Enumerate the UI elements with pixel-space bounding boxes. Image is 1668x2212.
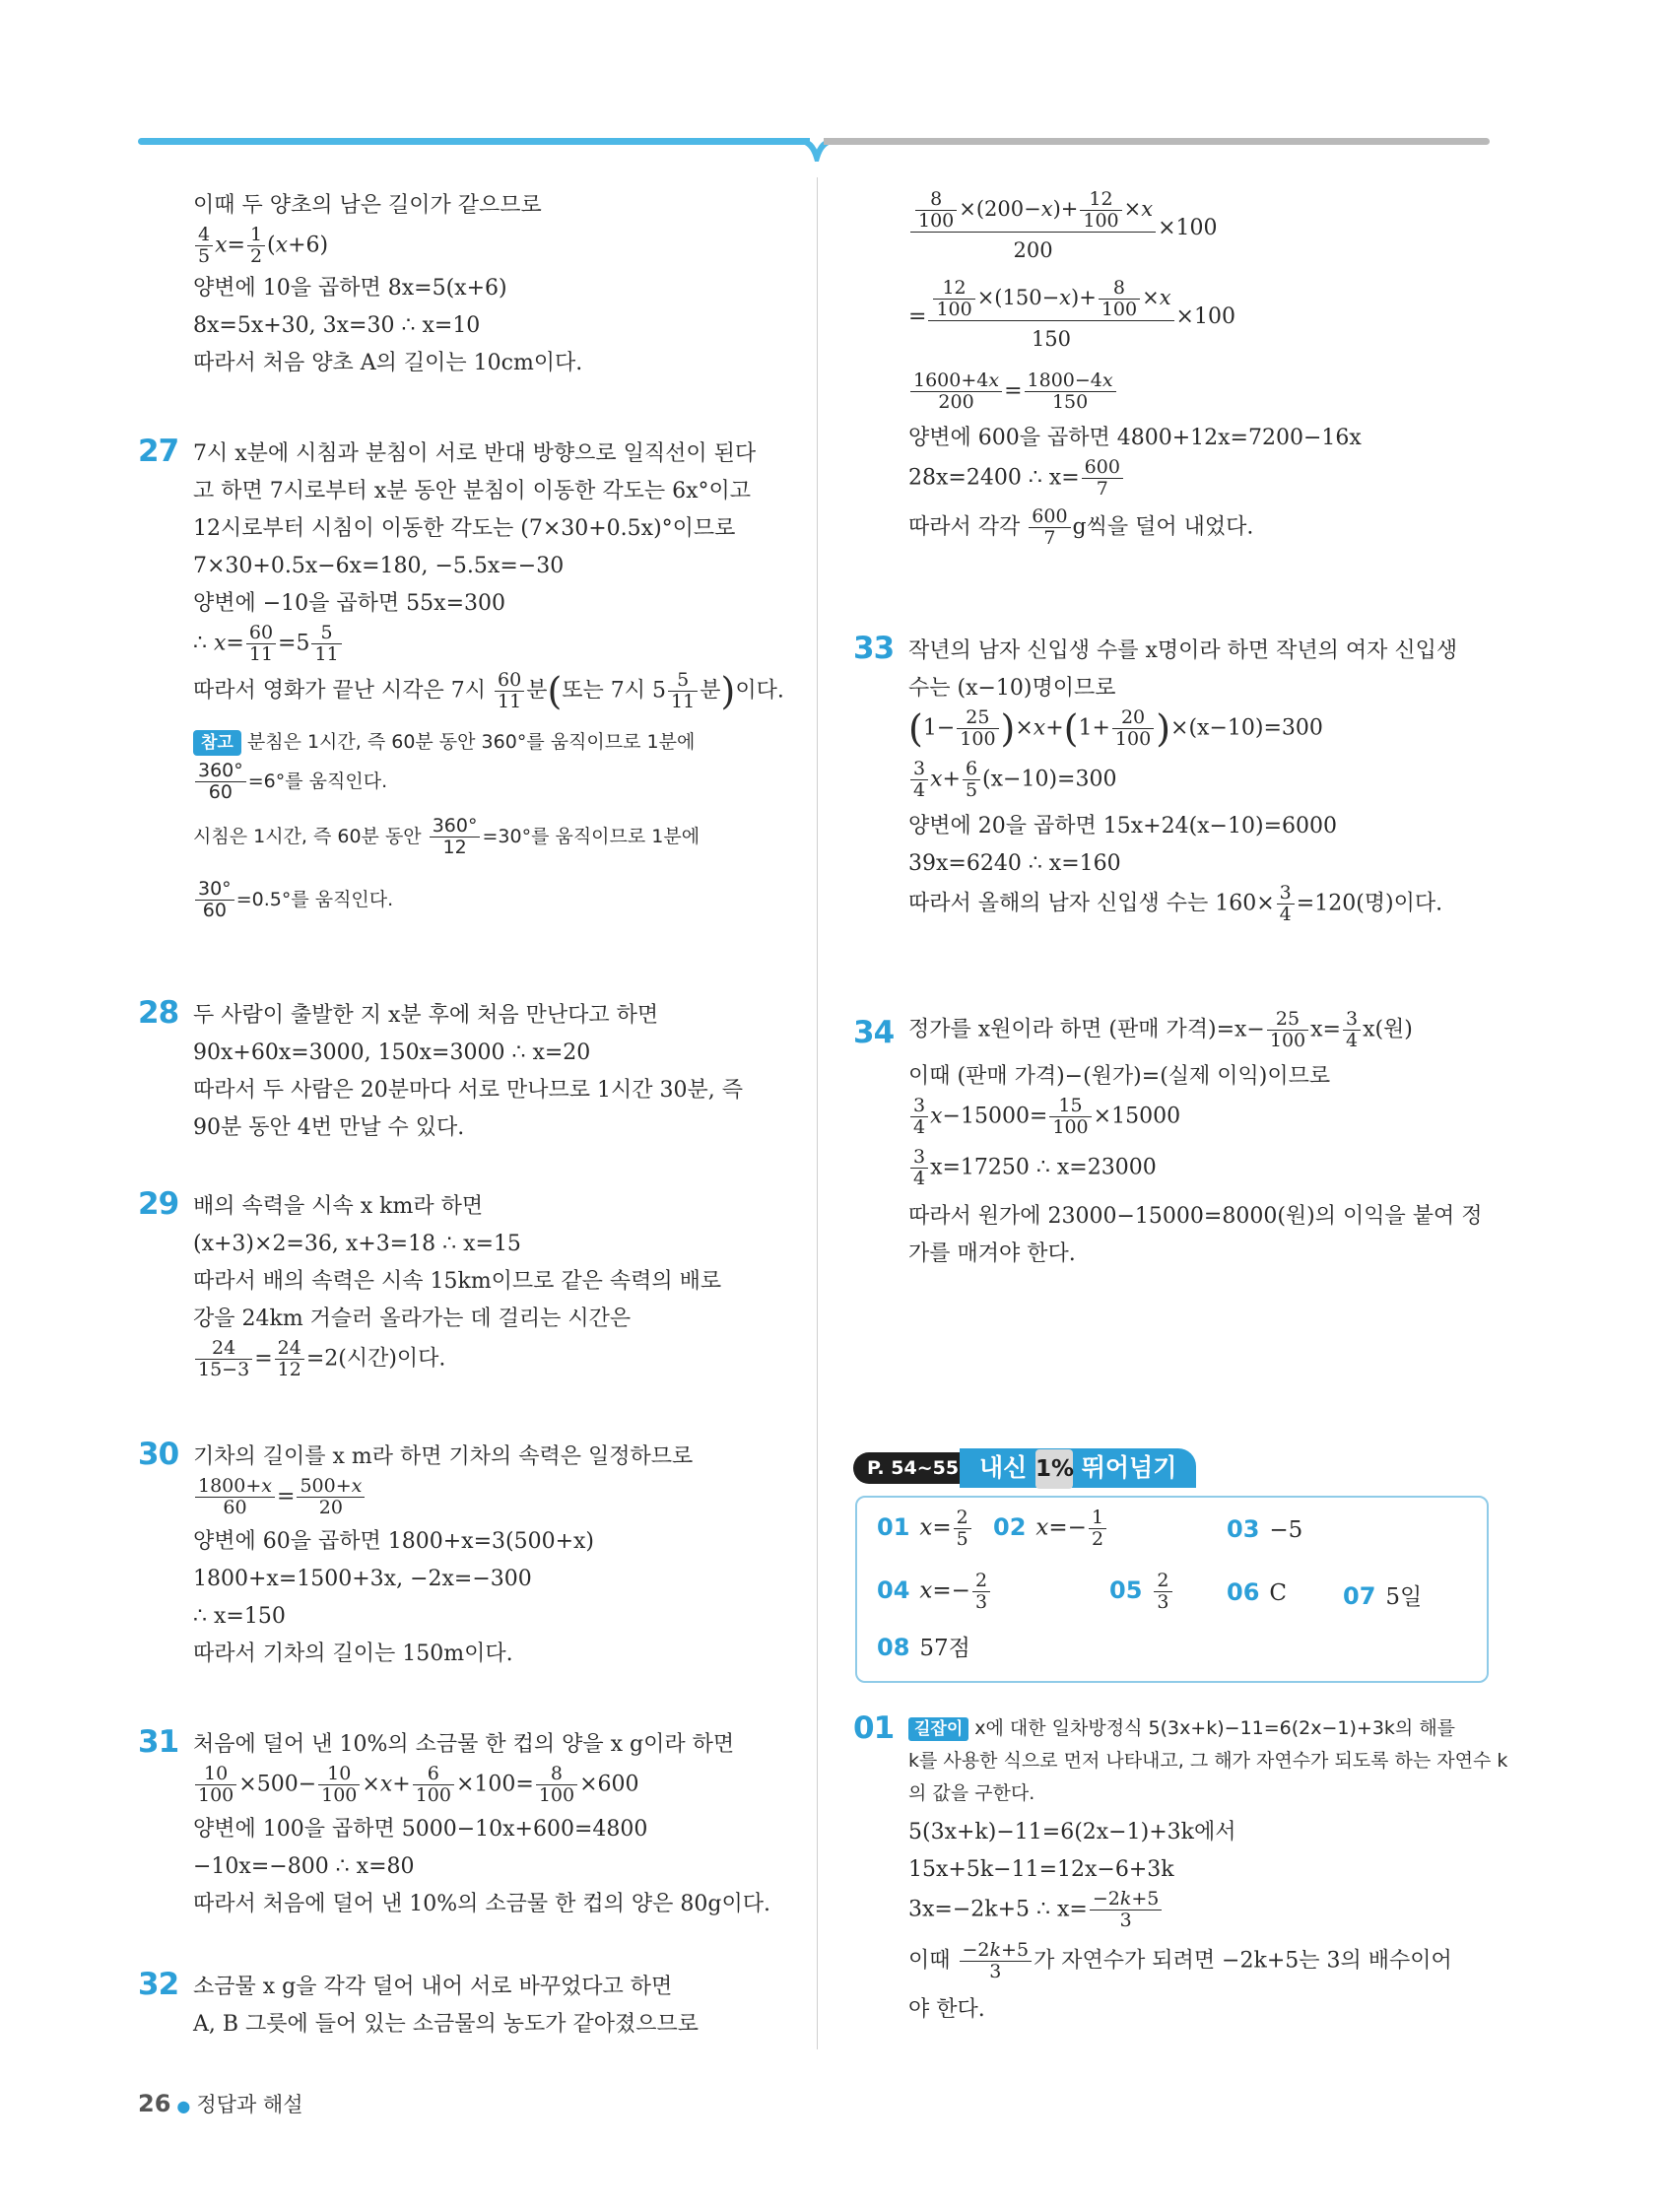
equation-line: $\frac{24}{15-3}$ = $\frac{24}{12}$ =2(시간)이다.	[193, 1338, 794, 1385]
question-number: 32	[138, 1967, 179, 2002]
equation-line: $\frac{4}{5}$ x= $\frac{1}{2}$ (x+6)	[193, 225, 794, 270]
text-line: 12시로부터 시침이 이동한 각도는 (7×30+0.5x)°이므로	[193, 516, 736, 541]
question-number: 28	[138, 995, 179, 1031]
header-bar-left	[138, 138, 810, 145]
text-line: 7×30+0.5x−6x=180, −5.5x=−30	[193, 554, 565, 578]
q27-solution	[193, 436, 794, 928]
text-line: 39x=6240 ∴ x=160	[908, 851, 1121, 876]
page-number: 26	[138, 2090, 171, 2117]
text-line: 양변에 600을 곱하면 4800+12x=7200−16x	[908, 426, 1362, 450]
text-line: 양변에 100을 곱하면 5000−10x+600=4800	[193, 1817, 648, 1842]
question-number: 33	[853, 631, 895, 666]
equation-line: $\frac{1800+x}{60}$ = $\frac{500+x}{20}$	[193, 1476, 794, 1523]
text-line: 따라서 배의 속력은 시속 15km이므로 같은 속력의 배로	[193, 1269, 722, 1294]
text-line: 따라서 두 사람은 20분마다 서로 만나므로 1시간 30분, 즉	[193, 1078, 743, 1103]
text-line: 따라서 처음 양초 A의 길이는 10cm이다.	[193, 351, 583, 375]
equation-line: (1− $\frac{25}{100}$ )×x+(1+ $\frac{20}{100}$ )×(x−10)=300	[908, 706, 1323, 751]
text-line: 1800+x=1500+3x, −2x=−300	[193, 1567, 532, 1591]
text-line: 양변에 10을 곱하면 8x=5(x+6)	[193, 276, 507, 301]
text-line: 이때 (판매 가격)−(원가)=(실제 이익)이므로	[908, 1064, 1331, 1089]
footer-label: 정답과 해설	[196, 2093, 303, 2116]
equation-line: 이때 $\frac{-2k+5}{3}$ 가 자연수가 되려면 −2k+5는 3의 배수이어	[908, 1939, 1452, 1982]
text-line: 90x+60x=3000, 150x=3000 ∴ x=20	[193, 1040, 591, 1065]
page-range-badge: P. 54~55	[853, 1452, 972, 1484]
equation-line: $\frac{3}{4}$ x+ $\frac{6}{5}$ (x−10)=300	[908, 759, 1495, 808]
text-line: 양변에 −10을 곱하면 55x=300	[193, 591, 505, 616]
question-number: 30	[138, 1437, 179, 1472]
q32-solution	[193, 1969, 794, 2044]
question-number: 29	[138, 1186, 179, 1222]
text-line: 8x=5x+30, 3x=30 ∴ x=10	[193, 313, 481, 338]
q31-solution	[193, 1726, 794, 1923]
answer-item: 05 $\frac{2}{3}$	[1109, 1571, 1174, 1613]
text-line: 90분 동안 4번 만날 수 있다.	[193, 1115, 465, 1140]
text-line: 기차의 길이를 x m라 하면 기차의 속력은 일정하므로	[193, 1444, 694, 1469]
column-divider	[817, 177, 818, 2049]
equation-line: ∴ x= $\frac{60}{11}$ =5 $\frac{5}{11}$	[193, 623, 794, 670]
question-number: 34	[853, 1015, 895, 1050]
text-line: 작년의 남자 신입생 수를 x명이라 하면 작년의 여자 신입생	[908, 638, 1458, 663]
q32-continued	[908, 189, 1495, 556]
question-number: 01	[853, 1710, 895, 1746]
q34-solution	[908, 1009, 1495, 1273]
text-line: 5(3x+k)−11=6(2x−1)+3k에서	[908, 1820, 1236, 1844]
text-line: ∴ x=150	[193, 1604, 286, 1629]
equation-line: = $\frac{12}{100}$ ×(150−x)+ $\frac{8}{100}$ ×x 150 ×100	[908, 277, 1235, 351]
text-line: 15x+5k−11=12x−6+3k	[908, 1857, 1174, 1882]
note: 참고 분침은 1시간, 즉 60분 동안 360°를 움직이므로 1분에 $\frac{360^\circ}{60}$ =6°를 움직인다. 시침은 1시간, 즉 60분 동안 $\frac{360^\circ}{12}$ =30°를 움직이므로 1분에 $\frac{30^\circ}{60}$ =0.5°를 움직인다.	[193, 731, 701, 921]
hint-tag: 길잡이	[908, 1717, 968, 1741]
text-line: 두 사람이 출발한 지 x분 후에 처음 만난다고 하면	[193, 1003, 659, 1028]
hint: 길잡이 x에 대한 일차방정식 5(3x+k)−11=6(2x−1)+3k의 해를 k를 사용한 식으로 먼저 나타내고, 그 해가 자연수가 되도록 하는 자연수 k 의 값을 구한다.	[908, 1717, 1508, 1804]
text-line: 배의 속력을 시속 x km라 하면	[193, 1194, 484, 1219]
question-number: 27	[138, 434, 179, 469]
equation-line: $\frac{10}{100}$ ×500− $\frac{10}{100}$ ×x+ $\frac{6}{100}$ ×100= $\frac{8}{100}$ ×600	[193, 1764, 794, 1811]
equation-line: 3x=−2k+5 ∴ x= $\frac{-2k+5}{3}$	[908, 1889, 1495, 1940]
q33-solution	[908, 633, 1495, 932]
text-line: 따라서 원가에 23000−15000=8000(원)의 이익을 붙여 정	[908, 1204, 1483, 1229]
answer-item: 07 5일	[1343, 1582, 1423, 1610]
header-bar-right	[824, 138, 1490, 145]
answer-item: 08 57점	[877, 1634, 970, 1661]
text-line: 강을 24km 거슬러 올라가는 데 걸리는 시간은	[193, 1307, 632, 1331]
text-line: 수는 (x−10)명이므로	[908, 676, 1116, 701]
text-line: 따라서 처음에 덜어 낸 10%의 소금물 한 컵의 양은 80g이다.	[193, 1892, 770, 1916]
s01-solution	[908, 1712, 1508, 2029]
answer-item: 02 x=− $\frac{1}{2}$	[993, 1508, 1108, 1550]
section-title: 내신 1% 뛰어넘기	[960, 1448, 1196, 1488]
text-line: 고 하면 7시로부터 x분 동안 분침이 이동한 각도는 6x°이고	[193, 479, 752, 503]
answer-item: 01 x= $\frac{2}{5}$	[877, 1508, 973, 1550]
text-line: 처음에 덜어 낸 10%의 소금물 한 컵의 양을 x g이라 하면	[193, 1732, 735, 1757]
equation-line: $\frac{8}{100}$ ×(200−x)+ $\frac{12}{100}$ ×x 200 ×100	[908, 189, 1495, 278]
text-line: 따라서 기차의 길이는 150m이다.	[193, 1642, 513, 1666]
equation-line: $\frac{3}{4}$ x−15000= $\frac{15}{100}$ ×15000	[908, 1096, 1495, 1147]
text-line: (x+3)×2=36, x+3=18 ∴ x=15	[193, 1232, 521, 1256]
text-line: 양변에 20을 곱하면 15x+24(x−10)=6000	[908, 814, 1337, 838]
text-line: 야 한다.	[908, 1997, 985, 2022]
answer-item: 06 C	[1227, 1578, 1288, 1606]
text-line: 이때 두 양초의 남은 길이가 같으므로	[193, 193, 542, 218]
equation-line: 따라서 영화가 끝난 시각은 7시 $\frac{60}{11}$ 분(또는 7시 5 $\frac{5}{11}$ 분)이다.	[193, 669, 784, 713]
q29-solution	[193, 1188, 794, 1385]
equation-line: 28x=2400 ∴ x= $\frac{600}{7}$	[908, 457, 1495, 506]
text-line: 7시 x분에 시침과 분침이 서로 반대 방향으로 일직선이 된다	[193, 441, 757, 466]
q30-solution	[193, 1439, 794, 1673]
equation-line: $\frac{3}{4}$ x=17250 ∴ x=23000	[908, 1147, 1495, 1198]
answer-item: 03 −5	[1227, 1515, 1303, 1543]
equation-line: 따라서 각각 $\frac{600}{7}$ g씩을 덜어 내었다.	[908, 505, 1254, 549]
text-line: −10x=−800 ∴ x=80	[193, 1854, 415, 1879]
equation-line: 따라서 올해의 남자 신입생 수는 160× $\frac{3}{4}$ =120(명)이다.	[908, 882, 1443, 925]
q28-solution	[193, 997, 794, 1147]
page-footer: 26 ● 정답과 해설	[138, 2090, 303, 2117]
text-line: A, B 그릇에 들어 있는 소금물의 농도가 같아졌으므로	[193, 2012, 700, 2037]
text-line: 양변에 60을 곱하면 1800+x=3(500+x)	[193, 1529, 594, 1554]
equation-line: 정가를 x원이라 하면 (판매 가격)=x− $\frac{25}{100}$ x= $\frac{3}{4}$ x(원)	[908, 1008, 1413, 1051]
question-number: 31	[138, 1724, 179, 1760]
equation-line: $\frac{1600+4x}{200}$ = $\frac{1800-4x}{150}$	[908, 370, 1495, 420]
answer-item: 04 x=− $\frac{2}{3}$	[877, 1571, 992, 1613]
left-column	[193, 187, 794, 382]
text-line: 소금물 x g을 각각 덜어 내어 서로 바꾸었다고 하면	[193, 1975, 673, 1999]
note-tag: 참고	[193, 730, 241, 756]
text-line: 가를 매겨야 한다.	[908, 1241, 1076, 1266]
